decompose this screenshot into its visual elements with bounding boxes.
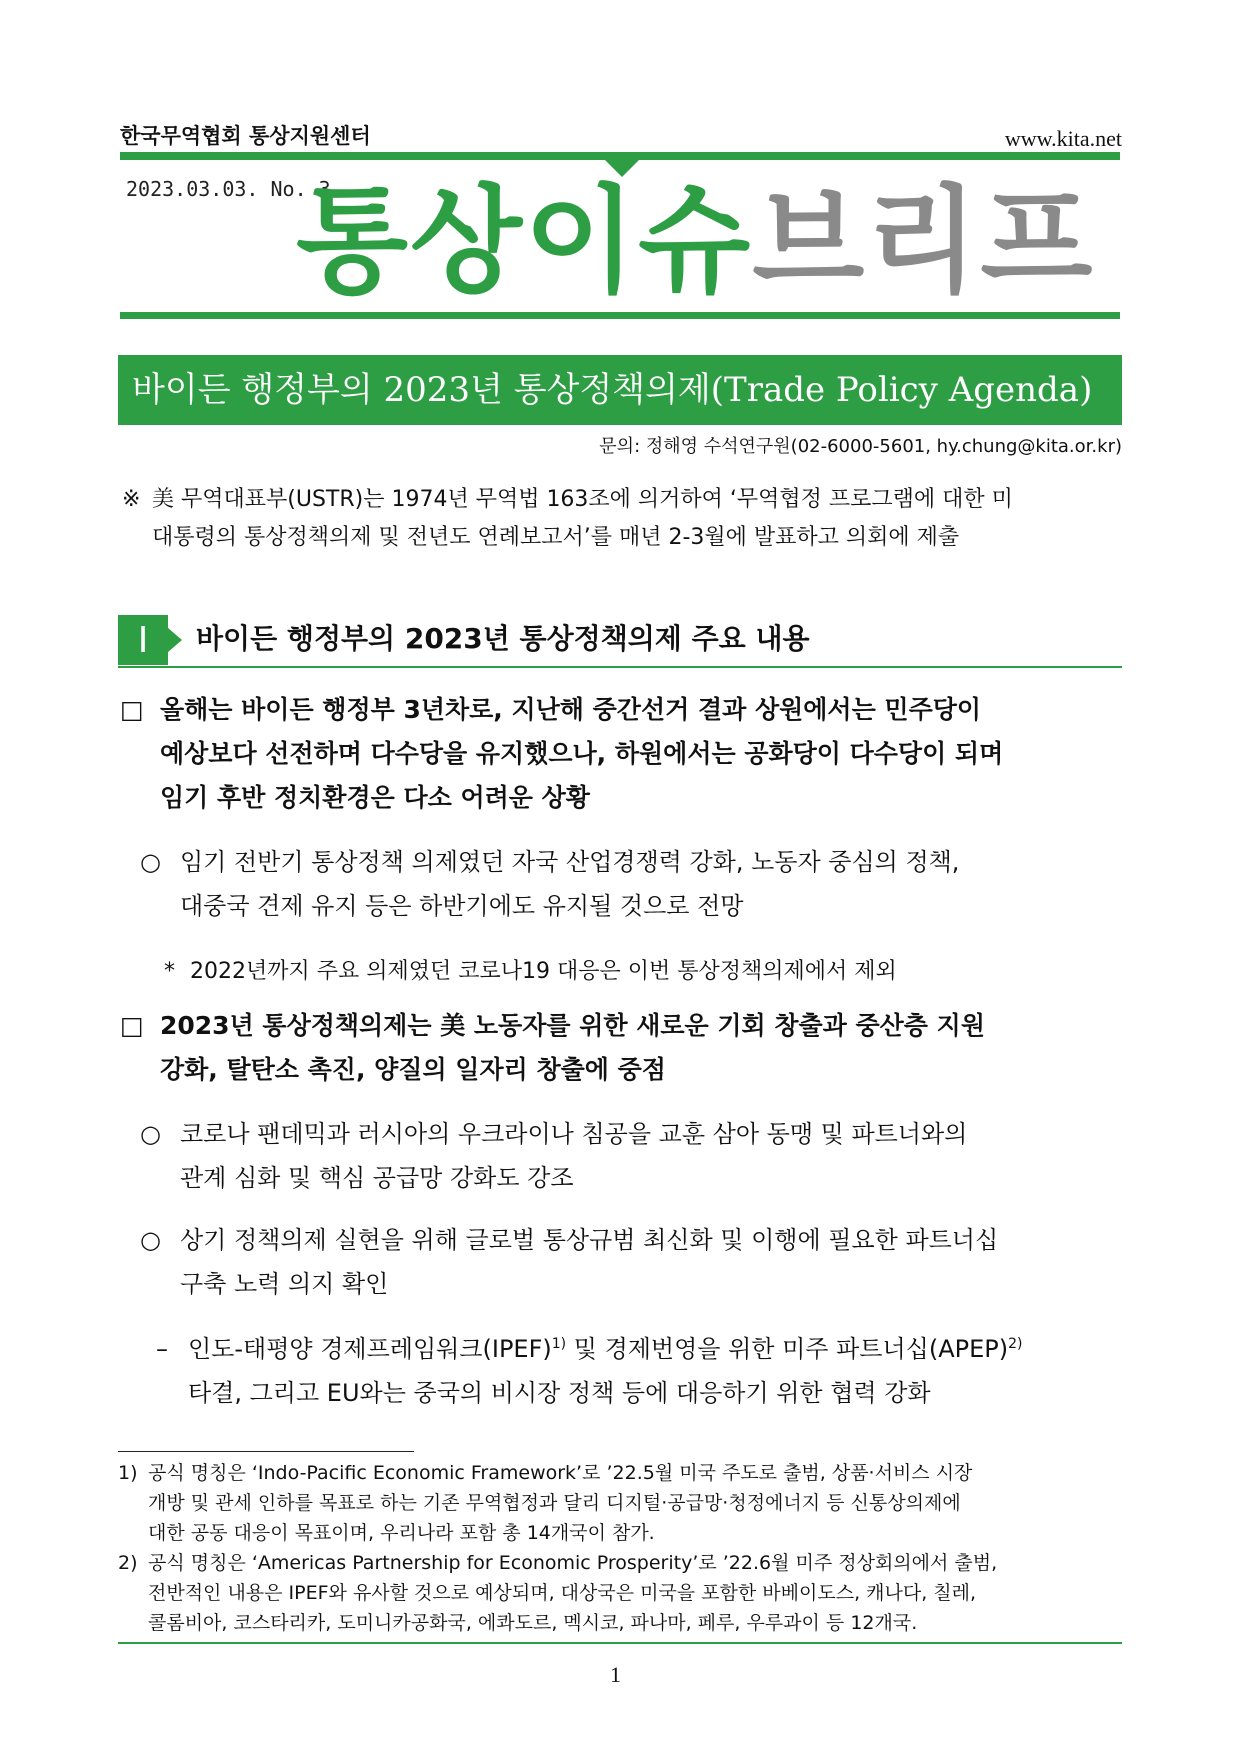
- bullet-1: [120, 688, 1120, 820]
- dash-item-1: [156, 1322, 1122, 1415]
- bullet-2-line-1: 2023년 통상정책의제는 美 노동자를 위한 새로운 기회 창출과 중산층 지원: [160, 1011, 985, 1040]
- footnote-1-line-2: 개방 및 관세 인하를 목표로 하는 기존 무역협정과 달리 디지털·공급망·청정에너지 등 신통상의제에: [148, 1492, 961, 1514]
- asterisk-note: [164, 950, 1124, 994]
- footnote-1: [118, 1458, 1122, 1548]
- issue-number: 2023.03.03. No. 3: [126, 177, 331, 201]
- footnote-2-line-2: 전반적인 내용은 IPEF와 유사할 것으로 예상되며, 대상국은 미국을 포함한 바베이도스, 캐나다, 칠레,: [148, 1582, 977, 1604]
- footnote-2-line-3: 콜롬비아, 코스타리카, 도미니카공화국, 에콰도르, 멕시코, 파나마, 페루, 우루과이 등 12개국.: [148, 1612, 918, 1634]
- sub-bullet-1-line-2: 대중국 견제 유지 등은 하반기에도 유지될 것으로 전망: [180, 892, 744, 920]
- footnote-separator: [118, 1451, 414, 1452]
- dash-line-1a: 인도-태평양 경제프레임워크(IPEF): [188, 1335, 552, 1363]
- sub-bullet-3-line-2: 구축 노력 의지 확인: [180, 1270, 389, 1298]
- bullet-1-line-1: 올해는 바이든 행정부 3년차로, 지난해 중간선거 결과 상원에서는 민주당이: [160, 695, 982, 724]
- bullet-1-mark: □: [120, 695, 144, 724]
- section-arrow-icon: [168, 628, 182, 652]
- sub-bullet-1: [140, 840, 1120, 928]
- organization-name: 한국무역협회 통상지원센터: [120, 124, 371, 148]
- footer-rule: [118, 1642, 1122, 1644]
- document-title: 바이든 행정부의 2023년 통상정책의제(Trade Policy Agenda): [118, 355, 1122, 425]
- bullet-2-mark: □: [120, 1011, 144, 1040]
- website-url: www.kita.net: [1004, 126, 1122, 151]
- sub-bullet-2-mark: ○: [140, 1120, 161, 1148]
- bullet-2: [120, 1004, 1120, 1092]
- page-number: 1: [610, 1662, 621, 1687]
- sub-bullet-2: [140, 1112, 1120, 1200]
- dash-mark: –: [156, 1335, 168, 1363]
- section-number: Ⅰ: [118, 615, 168, 665]
- asterisk-mark: *: [164, 959, 175, 984]
- sub-bullet-3: [140, 1218, 1120, 1306]
- sub-bullet-2-line-2: 관계 심화 및 핵심 공급망 강화도 강조: [180, 1164, 574, 1192]
- asterisk-note-text: 2022년까지 주요 의제였던 코로나19 대응은 이번 통상정책의제에서 제외: [190, 959, 897, 984]
- bullet-2-line-2: 강화, 탈탄소 촉진, 양질의 일자리 창출에 중점: [160, 1055, 666, 1084]
- footnote-2-line-1: 공식 명칭은 ‘Americas Partnership for Economic Prosperity’로 ’22.6월 미주 정상회의에서 출범,: [148, 1552, 998, 1574]
- footnote-1-num: 1): [118, 1462, 138, 1484]
- note-line-2: 대통령의 통상정책의제 및 전년도 연례보고서’를 매년 2-3월에 발표하고 의회에 제출: [152, 525, 960, 550]
- dash-line-1b: 및 경제번영을 위한 미주 파트너십(APEP): [566, 1335, 1009, 1363]
- section-rule: [118, 666, 1122, 668]
- sub-bullet-3-mark: ○: [140, 1226, 161, 1254]
- note-line-1: 美 무역대표부(USTR)는 1974년 무역법 163조에 의거하여 ‘무역협정 프로그램에 대한 미: [152, 487, 1013, 512]
- brand-logo: [296, 174, 1095, 309]
- bullet-1-line-3: 임기 후반 정치환경은 다소 어려운 상황: [160, 783, 590, 812]
- header-rule: [120, 152, 1120, 160]
- bullet-1-line-2: 예상보다 선전하며 다수당을 유지했으나, 하원에서는 공화당이 다수당이 되며: [160, 739, 1004, 768]
- footnote-ref-2[interactable]: 2): [1008, 1336, 1023, 1352]
- footnote-2-num: 2): [118, 1552, 138, 1574]
- brand-green: 통상이슈: [296, 174, 753, 309]
- sub-bullet-3-line-1: 상기 정책의제 실현을 위해 글로벌 통상규범 최신화 및 이행에 필요한 파트너십: [180, 1226, 999, 1254]
- dash-line-2: 타결, 그리고 EU와는 중국의 비시장 정책 등에 대응하기 위한 협력 강화: [188, 1379, 931, 1407]
- contact-info: 문의: 정해영 수석연구원(02-6000-5601, hy.chung@kita.or.kr): [599, 436, 1122, 457]
- footnote-1-line-3: 대한 공동 대응이 목표이며, 우리나라 포함 총 14개국이 참가.: [148, 1522, 655, 1544]
- brand-rule: [120, 312, 1120, 319]
- note-mark: ※: [122, 487, 141, 512]
- sub-bullet-2-line-1: 코로나 팬데믹과 러시아의 우크라이나 침공을 교훈 삼아 동맹 및 파트너와의: [180, 1120, 968, 1148]
- footnote-1-line-1: 공식 명칭은 ‘Indo-Pacific Economic Framework’로 ’22.5월 미국 주도로 출범, 상품·서비스 시장: [148, 1462, 973, 1484]
- sub-bullet-1-line-1: 임기 전반기 통상정책 의제였던 자국 산업경쟁력 강화, 노동자 중심의 정책,: [180, 848, 960, 876]
- footnote-2: [118, 1548, 1122, 1638]
- sub-bullet-1-mark: ○: [140, 848, 161, 876]
- intro-note: [122, 481, 1122, 557]
- section-title: 바이든 행정부의 2023년 통상정책의제 주요 내용: [196, 622, 810, 655]
- brand-gray: 브리프: [752, 174, 1095, 309]
- footnote-ref-1[interactable]: 1): [551, 1336, 567, 1352]
